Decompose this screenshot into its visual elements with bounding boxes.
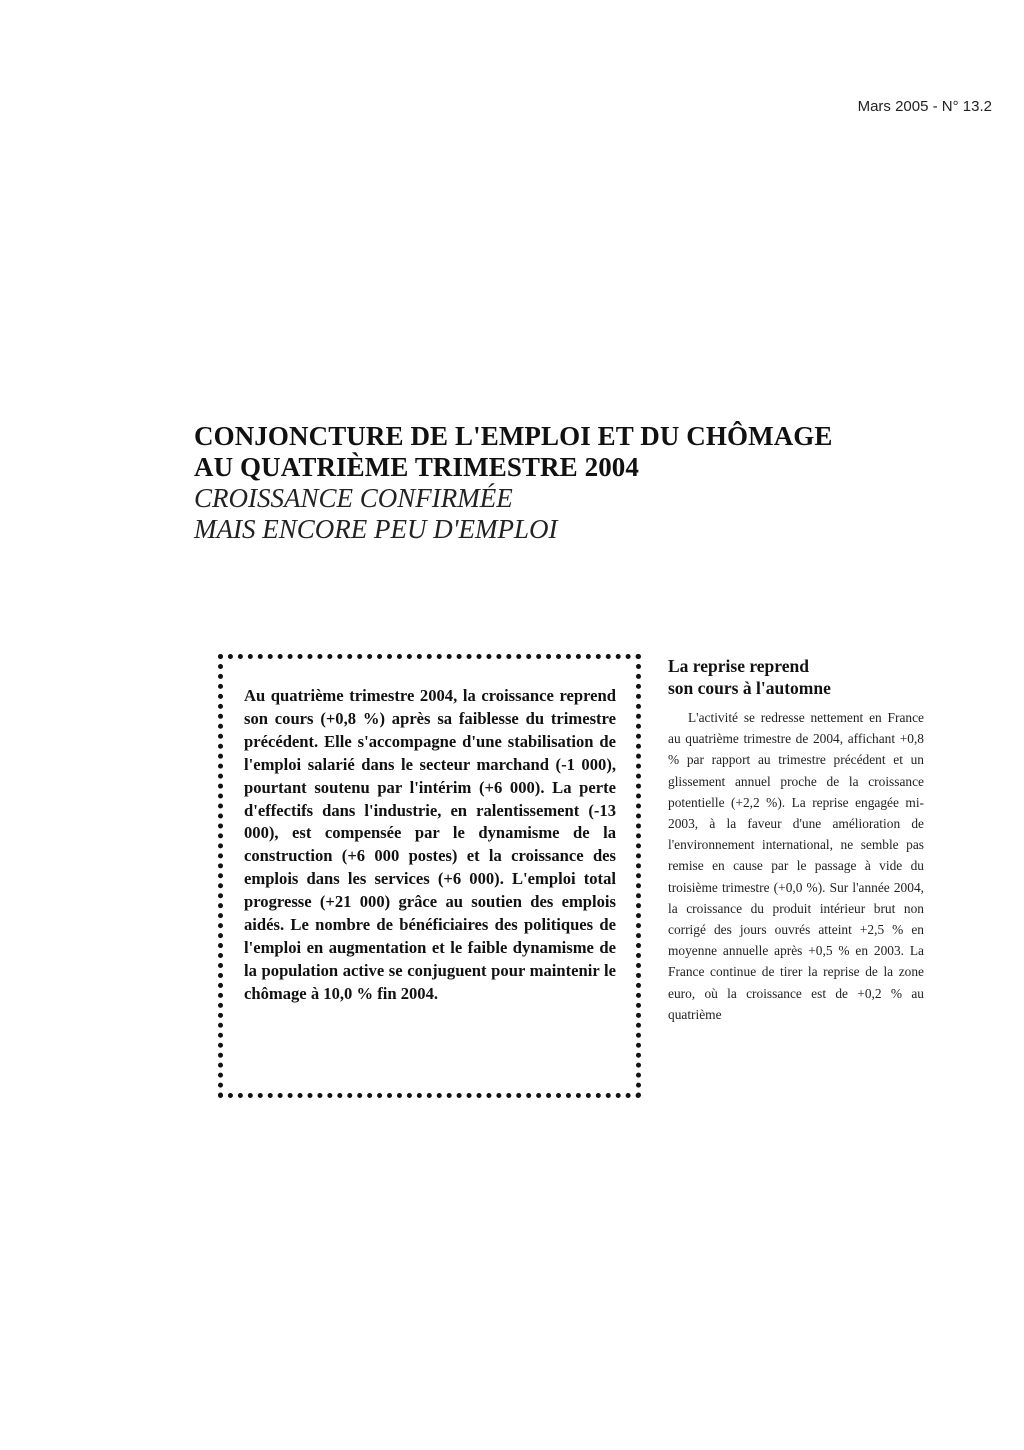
subtitle-line-2: MAIS ENCORE PEU D'EMPLOI (194, 514, 558, 544)
page-title (194, 421, 984, 545)
summary-box (218, 654, 641, 1098)
article-column (668, 655, 924, 1025)
section-heading-line-1: La reprise reprend (668, 656, 809, 676)
section-heading-line-2: son cours à l'automne (668, 678, 831, 698)
subtitle-line-1: CROISSANCE CONFIRMÉE (194, 483, 513, 513)
section-body: L'activité se redresse nettement en France au quatrième trimestre de 2004, affichant +0,8 % par rapport au trimestre précédent et un glissement annuel proche de la croissance potentielle (+2,2 %). La reprise engagée mi-2003, à la faveur d'une amélioration de l'environnement international, ne semble pas remise en cause par le passage à vide du troisième trimestre (+0,0 %). Sur l'année 2004, la croissance du produit intérieur brut non corrigé des jours ouvrés atteint +2,5 % en moyenne annuelle après +0,5 % en 2003. La France continue de tirer la reprise de la zone euro, où la croissance est de +0,2 % au quatrième (668, 710, 924, 1022)
section-heading (668, 655, 924, 699)
issue-number: Mars 2005 - N° 13.2 (857, 98, 992, 115)
title-line-1: CONJONCTURE DE L'EMPLOI ET DU CHÔMAGE (194, 421, 833, 451)
title-line-2: AU QUATRIÈME TRIMESTRE 2004 (194, 452, 640, 482)
summary-text: Au quatrième trimestre 2004, la croissance reprend son cours (+0,8 %) après sa faiblesse du trimestre précédent. Elle s'accompagne d'une stabilisation de l'emploi salarié dans le secteur marchand (-1 000), pourtant soutenu par l'intérim (+6 000). La perte d'effectifs dans l'industrie, en ralentissement (-13 000), est compensée par le dynamisme de la construction (+6 000 postes) et la croissance des emplois dans les services (+6 000). L'emploi total progresse (+21 000) grâce au soutien des emplois aidés. Le nombre de bénéficiaires des politiques de l'emploi en augmentation et le faible dynamisme de la population active se conjuguent pour maintenir le chômage à 10,0 % fin 2004. (244, 686, 616, 1003)
